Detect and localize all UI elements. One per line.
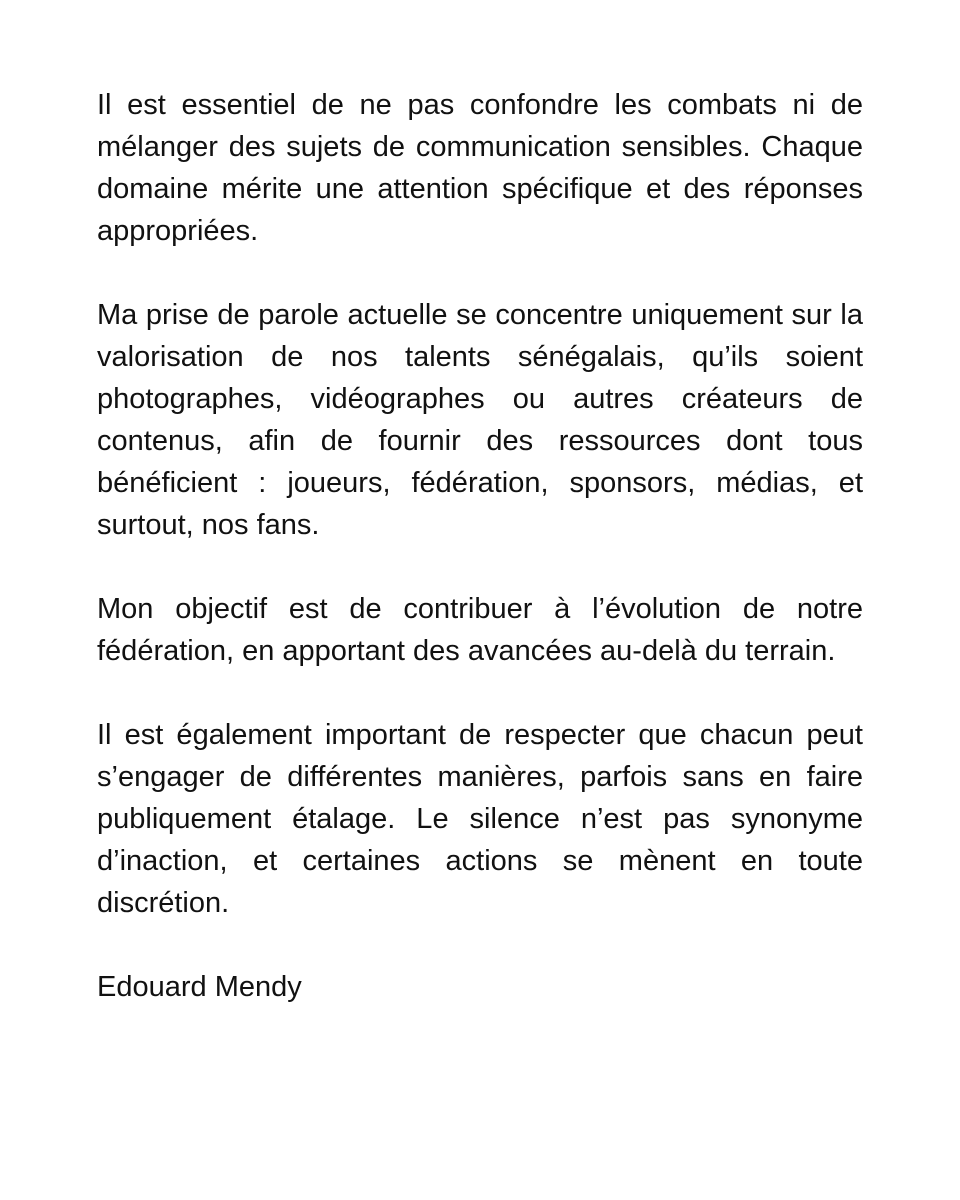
- statement-document: [97, 84, 863, 1008]
- signature: Edouard Mendy: [97, 971, 302, 1003]
- paragraph-combats: Il est essentiel de ne pas confondre les combats ni de mélanger des sujets de communication sensibles. Chaque domaine mérite une attention spécifique et des réponses appropriées.: [97, 89, 863, 247]
- paragraph-objective: Mon objectif est de contribuer à l’évolution de notre fédération, en apportant des avancées au-delà du terrain.: [97, 593, 863, 667]
- paragraph-respect: Il est également important de respecter que chacun peut s’engager de différentes manières, parfois sans en faire publiquement étalage. Le silence n’est pas synonyme d’inaction, et certaines actions se mènent en toute discrétion.: [97, 719, 863, 919]
- paragraph-talents: Ma prise de parole actuelle se concentre uniquement sur la valorisation de nos talents sénégalais, qu’ils soient photographes, vidéographes ou autres créateurs de contenus, afin de fournir des ressources dont tous bénéficient : joueurs, fédération, sponsors, médias, et surtout, nos fans.: [97, 299, 863, 541]
